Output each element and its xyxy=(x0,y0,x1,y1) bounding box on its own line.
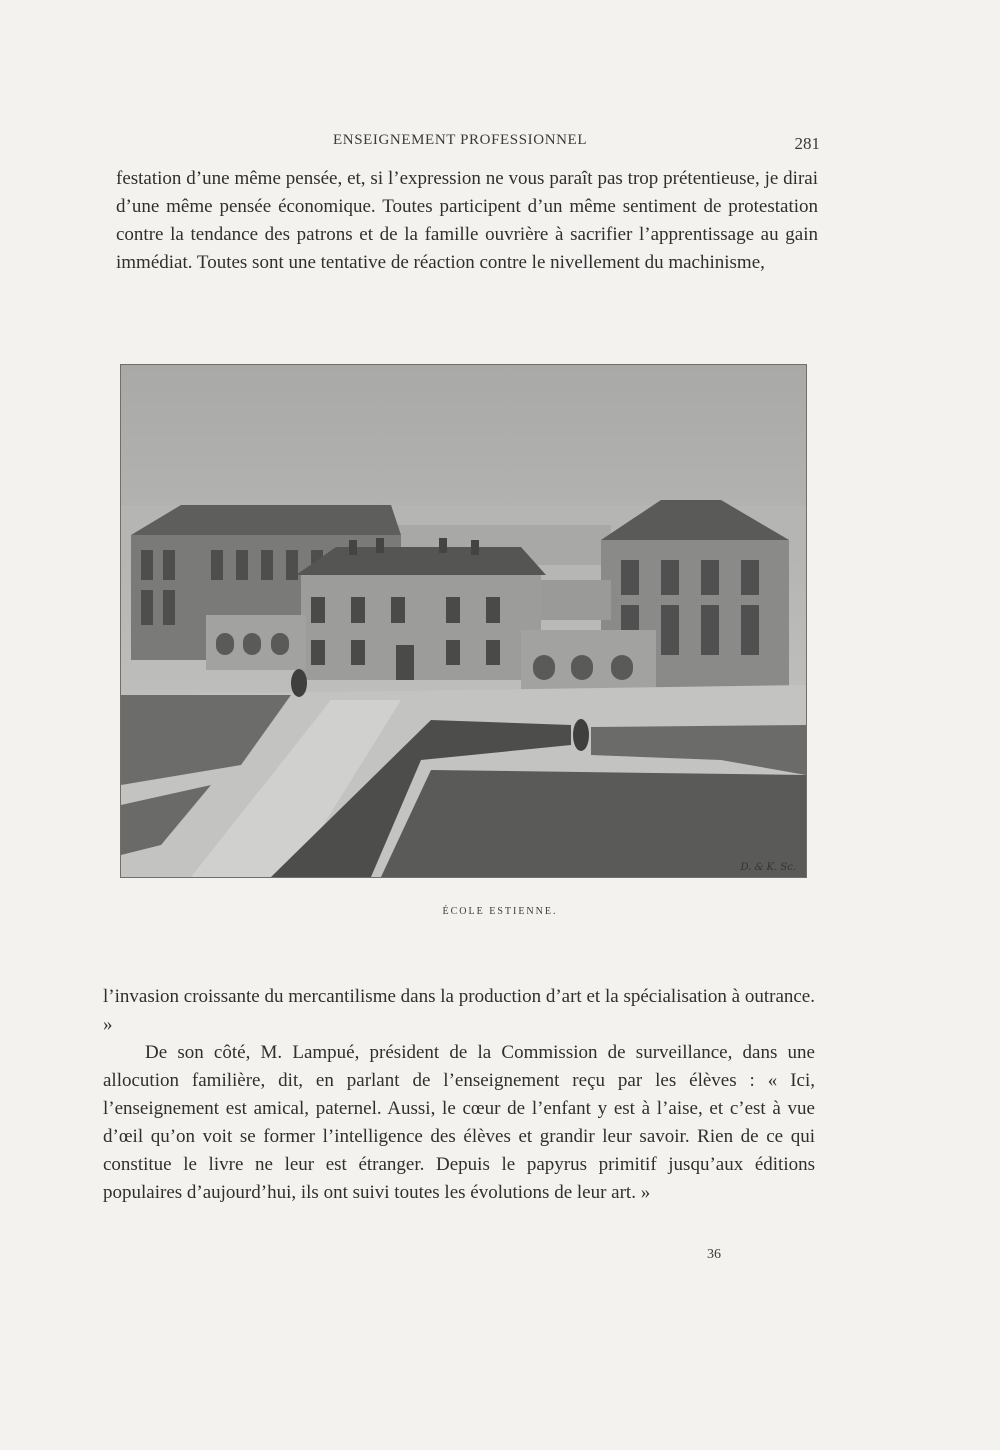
signature-mark: 36 xyxy=(707,1247,721,1262)
building-engraving xyxy=(121,365,806,877)
running-head xyxy=(118,132,818,156)
paragraph: De son côté, M. Lampué, président de la Commission de surveillance, dans une allocution familière, dit, en parlant de l’enseignement reçu par les élèves : « Ici, l’enseignement est amical, paternel. Aussi, le cœur de l’enfant y est à l’aise, et c’est à vue d’œil qu’on voit se former l’intelligence des élèves et grandir leur savoir. Rien de ce qui constitue le livre ne leur est étranger. Depuis le papyrus primitif jusqu’aux éditions populaires d’aujourd’hui, ils ont suivi toutes les évolutions de leur art. » xyxy=(103,1042,815,1203)
body-text-top xyxy=(116,165,818,277)
engraver-mark: D. & K. Sc. xyxy=(740,862,796,873)
body-text-bottom xyxy=(103,983,815,1207)
page-number: 281 xyxy=(794,134,820,153)
running-title: ENSEIGNEMENT PROFESSIONNEL xyxy=(333,132,588,148)
figure-caption: ÉCOLE ESTIENNE. xyxy=(442,906,558,917)
photograph-ecole-estienne xyxy=(120,364,807,878)
paragraph: l’invasion croissante du mercantilisme dans la production d’art et la spécialisation à outrance. » xyxy=(103,986,815,1035)
paragraph: festation d’une même pensée, et, si l’expression ne vous paraît pas trop prétentieuse, je dirai d’une même pensée économique. Toutes participent d’un même sentiment de protestation contre la tendance des patrons et de la famille ouvrière à sacrifier l’apprentissage au gain immédiat. Toutes sont une tentative de réaction contre le nivellement du machinisme, xyxy=(116,168,818,273)
